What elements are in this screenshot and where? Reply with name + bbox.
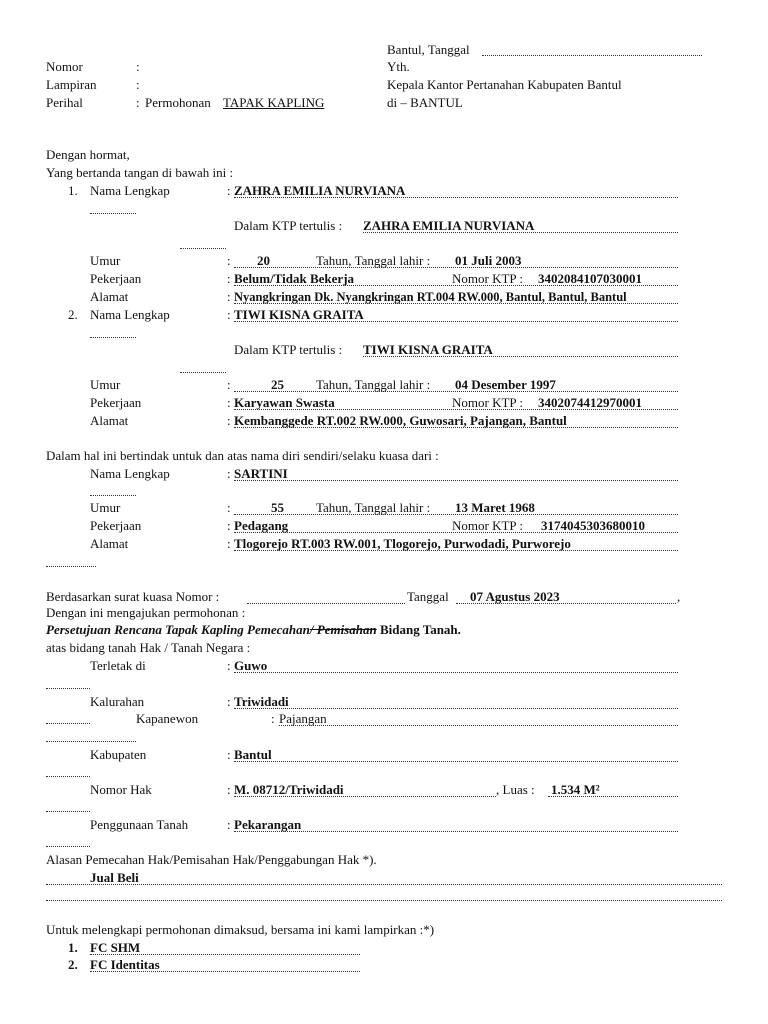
colon: :	[227, 466, 231, 481]
fill-line	[234, 197, 678, 198]
proxy-ktp: 3174045303680010	[541, 518, 645, 533]
fill-line	[234, 409, 678, 410]
colon: :	[227, 395, 231, 410]
age-label: Umur	[90, 253, 121, 268]
job-label: Pekerjaan	[90, 518, 142, 533]
applicant-ktp-name: ZAHRA EMILIA NURVIANA	[363, 218, 535, 233]
attachments-intro: Untuk melengkapi permohonan dimaksud, bersama ini kami lampirkan :*)	[46, 922, 435, 937]
fill-line	[234, 831, 678, 832]
place-date-label: Bantul, Tanggal	[387, 42, 470, 57]
fill-line	[279, 725, 678, 726]
applicant-job: Belum/Tidak Bekerja	[234, 271, 355, 286]
fill-line	[90, 495, 136, 496]
fill-line	[90, 337, 136, 338]
reason-value: Jual Beli	[90, 870, 139, 885]
reason-intro: Alasan Pemecahan Hak/Pemisahan Hak/Penggabungan Hak *).	[46, 852, 377, 867]
addressee-location: di – BANTUL	[387, 95, 463, 110]
attachment-item: FC SHM	[90, 940, 141, 955]
fill-line	[456, 603, 676, 604]
applicant-name: ZAHRA EMILIA NURVIANA	[234, 183, 406, 198]
fill-line	[234, 480, 678, 481]
address-label: Alamat	[90, 289, 129, 304]
colon: :	[136, 59, 140, 74]
fill-line	[234, 550, 678, 551]
age-label: Umur	[90, 500, 121, 515]
intro-text: Yang bertanda tangan di bawah ini :	[46, 165, 234, 180]
fill-line	[234, 532, 678, 533]
luas-value: 1.534 M²	[551, 782, 600, 797]
colon: :	[136, 77, 140, 92]
attachment-item: FC Identitas	[90, 957, 160, 972]
surat-kuasa-label: Berdasarkan surat kuasa Nomor :	[46, 589, 220, 604]
terletak-label: Terletak di	[90, 658, 146, 673]
yth-label: Yth.	[387, 59, 410, 74]
colon: :	[227, 271, 231, 286]
name-label: Nama Lengkap	[90, 307, 170, 322]
fill-line	[90, 213, 136, 214]
age-label: Umur	[90, 377, 121, 392]
applicant-ktp: 3402084107030001	[538, 271, 642, 286]
comma: ,	[677, 589, 681, 604]
kalurahan-label: Kalurahan	[90, 694, 145, 709]
terletak-value: Guwo	[234, 658, 268, 673]
fill-line	[363, 356, 678, 357]
colon: :	[227, 289, 231, 304]
fill-line	[234, 267, 678, 268]
ktp-label: Nomor KTP :	[452, 518, 524, 533]
colon: :	[227, 253, 231, 268]
colon: :	[227, 536, 231, 551]
fill-line	[46, 776, 90, 777]
fill-line	[234, 427, 678, 428]
addressee: Kepala Kantor Pertanahan Kabupaten Bantul	[387, 77, 622, 92]
applicant-ktp: 3402074412970001	[538, 395, 642, 410]
applicant-age: 20	[257, 253, 270, 268]
ktp-name-label: Dalam KTP tertulis :	[234, 342, 343, 357]
fill-line	[234, 285, 678, 286]
request-title-struck: / Pemisahan	[309, 622, 377, 637]
job-label: Pekerjaan	[90, 395, 142, 410]
applicant-number: 2.	[68, 307, 78, 322]
fill-line	[234, 761, 678, 762]
lampiran-label: Lampiran	[46, 77, 97, 92]
nomor-label: Nomor	[46, 59, 83, 74]
fill-line	[548, 796, 678, 797]
fill-line	[46, 723, 90, 724]
fill-line	[90, 971, 360, 972]
fill-line	[46, 846, 90, 847]
kapanewon-value: Pajangan	[279, 711, 327, 726]
applicant-address: Kembanggede RT.002 RW.000, Guwosari, Pajangan, Bantul	[234, 413, 567, 428]
colon: :	[227, 518, 231, 533]
penggunaan-label: Penggunaan Tanah	[90, 817, 189, 832]
applicant-ktp-name: TIWI KISNA GRAITA	[363, 342, 493, 357]
name-label: Nama Lengkap	[90, 183, 170, 198]
greeting: Dengan hormat,	[46, 147, 130, 162]
request-intro: Dengan ini mengajukan permohonan :	[46, 605, 246, 620]
surat-kuasa-date: 07 Agustus 2023	[470, 589, 560, 604]
kalurahan-value: Triwidadi	[234, 694, 289, 709]
applicant-age: 25	[271, 377, 284, 392]
job-label: Pekerjaan	[90, 271, 142, 286]
colon: :	[136, 95, 140, 110]
fill-line	[46, 900, 722, 901]
proxy-job: Pedagang	[234, 518, 289, 533]
proxy-dob: 13 Maret 1968	[455, 500, 535, 515]
land-intro: atas bidang tanah Hak / Tanah Negara :	[46, 640, 251, 655]
ktp-name-label: Dalam KTP tertulis :	[234, 218, 343, 233]
applicant-dob: 01 Juli 2003	[455, 253, 522, 268]
fill-line	[234, 514, 678, 515]
fill-line	[180, 248, 226, 249]
kabupaten-label: Kabupaten	[90, 747, 147, 762]
fill-line	[234, 303, 678, 304]
fill-line	[234, 796, 496, 797]
fill-line	[90, 954, 360, 955]
address-label: Alamat	[90, 413, 129, 428]
fill-line	[234, 708, 678, 709]
request-title-end: Bidang Tanah.	[379, 622, 461, 637]
proxy-address: Tlogorejo RT.003 RW.001, Tlogorejo, Purwodadi, Purworejo	[234, 536, 571, 551]
fill-line	[46, 811, 90, 812]
fill-line	[46, 884, 722, 885]
fill-line	[180, 372, 226, 373]
colon: :	[227, 377, 231, 392]
colon: :	[227, 413, 231, 428]
fill-line	[46, 741, 136, 742]
fill-line	[46, 566, 96, 567]
request-title	[46, 622, 461, 638]
applicant-number: 1.	[68, 183, 78, 198]
nomor-hak-label: Nomor Hak	[90, 782, 152, 797]
tanggal-label: Tanggal	[407, 589, 449, 604]
dob-label: Tahun, Tanggal lahir :	[316, 253, 431, 268]
colon: :	[227, 183, 231, 198]
colon: :	[227, 307, 231, 322]
kapanewon-label: Kapanewon	[136, 711, 199, 726]
proxy-name: SARTINI	[234, 466, 288, 481]
colon: :	[227, 747, 231, 762]
colon: :	[227, 658, 231, 673]
fill-line	[247, 603, 405, 604]
fill-line	[363, 232, 678, 233]
fill-line	[234, 321, 678, 322]
colon: :	[271, 711, 275, 726]
nomor-hak-value: M. 08712/Triwidadi	[234, 782, 344, 797]
penggunaan-value: Pekarangan	[234, 817, 302, 832]
perihal-prefix: Permohonan	[145, 95, 211, 110]
applicant-name: TIWI KISNA GRAITA	[234, 307, 364, 322]
luas-label: , Luas :	[496, 782, 535, 797]
applicant-address: Nyangkringan Dk. Nyangkringan RT.004 RW.000, Bantul, Bantul, Bantul	[234, 290, 627, 304]
fill-line	[234, 672, 678, 673]
attachment-number: 2.	[68, 957, 78, 972]
perihal-label: Perihal	[46, 95, 83, 110]
fill-line	[46, 688, 90, 689]
perihal-value: TAPAK KAPLING	[223, 95, 325, 110]
ktp-label: Nomor KTP :	[452, 271, 524, 286]
attachment-number: 1.	[68, 940, 78, 955]
applicant-dob: 04 Desember 1997	[455, 377, 556, 392]
date-blank	[482, 55, 702, 56]
ktp-label: Nomor KTP :	[452, 395, 524, 410]
proxy-age: 55	[271, 500, 284, 515]
applicant-job: Karyawan Swasta	[234, 395, 335, 410]
fill-line	[234, 391, 678, 392]
dob-label: Tahun, Tanggal lahir :	[316, 377, 431, 392]
dob-label: Tahun, Tanggal lahir :	[316, 500, 431, 515]
address-label: Alamat	[90, 536, 129, 551]
colon: :	[227, 500, 231, 515]
proxy-intro: Dalam hal ini bertindak untuk dan atas nama diri sendiri/selaku kuasa dari :	[46, 448, 439, 463]
name-label: Nama Lengkap	[90, 466, 170, 481]
request-title-main: Persetujuan Rencana Tapak Kapling Pemecahan	[46, 622, 310, 637]
colon: :	[227, 694, 231, 709]
kabupaten-value: Bantul	[234, 747, 272, 762]
colon: :	[227, 817, 231, 832]
colon: :	[227, 782, 231, 797]
